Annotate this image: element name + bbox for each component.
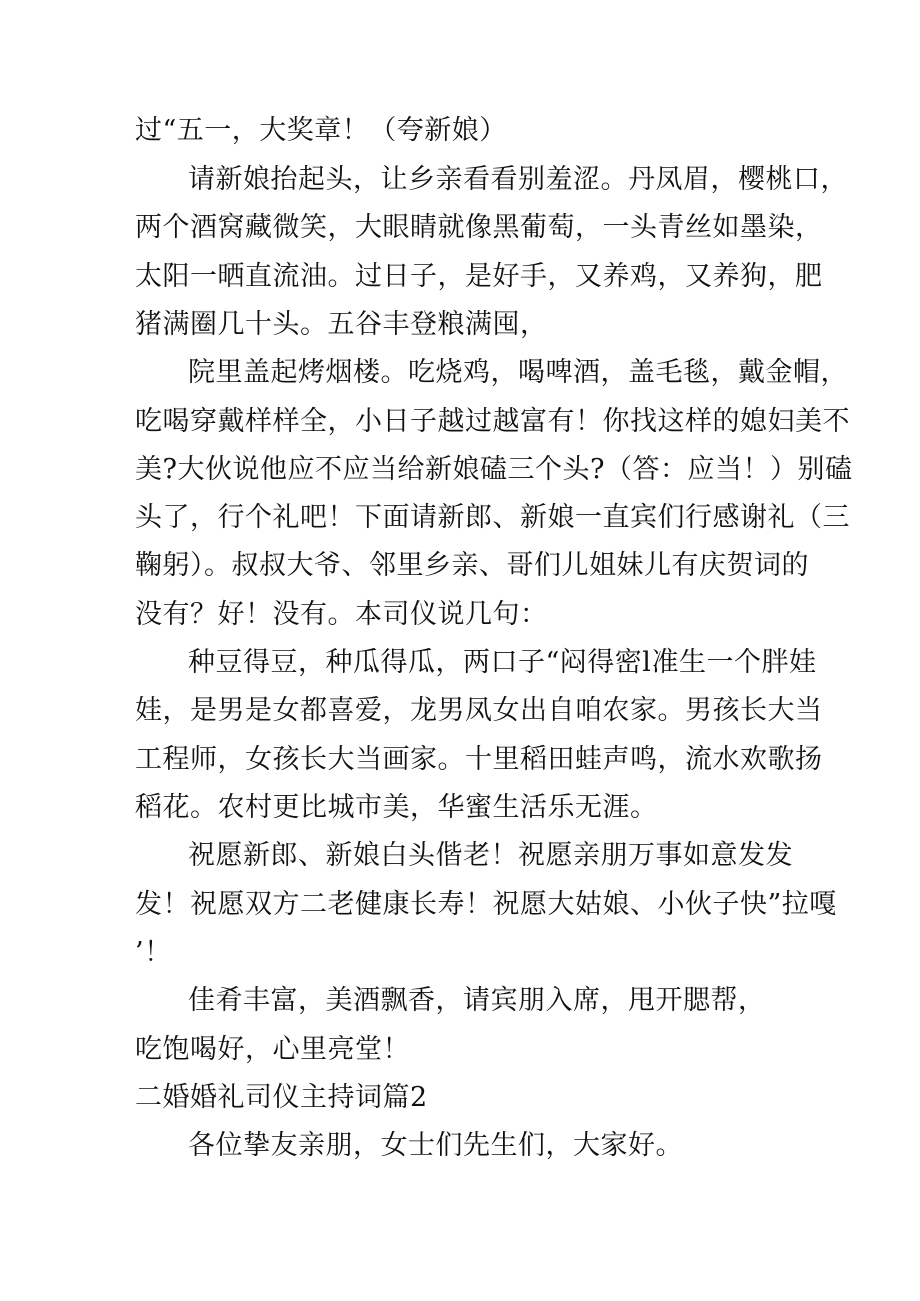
text-line: 两个酒窝藏微笑，大眼睛就像黑葡萄，一头青丝如墨染，: [135, 212, 823, 243]
paragraph-line: 种豆得豆，种瓜得瓜，两口子“闷得密l准生一个胖娃: [188, 647, 817, 678]
section-heading: 二婚婚礼司仪主持词篇2: [135, 1082, 428, 1113]
text-line: 工程师，女孩长大当画家。十里稻田蛙声鸣，流水欢歌扬: [135, 744, 823, 775]
text-line: 没有？好！没有。本司仪说几句：: [135, 599, 548, 630]
text-line: 稻花。农村更比城市美，华蜜生活乐无涯。: [135, 792, 658, 823]
text-line: 猪满圈几十头。五谷丰登粮满囤，: [135, 309, 548, 340]
text-line: 鞠躬）。叔叔大爷、邻里乡亲、哥们儿姐妹儿有庆贺词的: [135, 550, 809, 581]
text-line: 吃喝穿戴样样全，小日子越过越富有！你找这样的媳妇美不: [135, 406, 850, 437]
text-line: 过“五一，大奖章！（夸新娘）: [135, 115, 507, 146]
text-line: 发！祝愿双方二老健康长寿！祝愿大姑娘、小伙子快”拉嘎: [135, 889, 837, 920]
text-line: 美?大伙说他应不应当给新娘磕三个头?（答：应当！）别磕: [135, 454, 853, 485]
text-line: ’！: [135, 937, 172, 968]
text-line: 头了，行个礼吧！下面请新郎、新娘一直宾们行感谢礼（三: [135, 502, 850, 533]
paragraph-line: 各位挚友亲朋，女士们先生们，大家好。: [188, 1130, 683, 1161]
paragraph-line: 请新娘抬起头，让乡亲看看别羞涩。丹凤眉，樱桃口，: [188, 164, 848, 195]
paragraph-line: 佳肴丰富，美酒飘香，请宾朋入席，甩开腮帮，: [188, 985, 766, 1016]
text-line: 太阳一晒直流油。过日子，是好手，又养鸡，又养狗，肥: [135, 261, 823, 292]
paragraph-line: 祝愿新郎、新娘白头偕老！祝愿亲朋万事如意发发: [188, 840, 793, 871]
text-line: 吃饱喝好，心里亮堂！: [135, 1034, 410, 1065]
paragraph-line: 院里盖起烤烟楼。吃烧鸡，喝啤酒，盖毛毯，戴金帽，: [188, 357, 848, 388]
text-line: 娃，是男是女都喜爱，龙男凤女出自咱农家。男孩长大当: [135, 695, 823, 726]
